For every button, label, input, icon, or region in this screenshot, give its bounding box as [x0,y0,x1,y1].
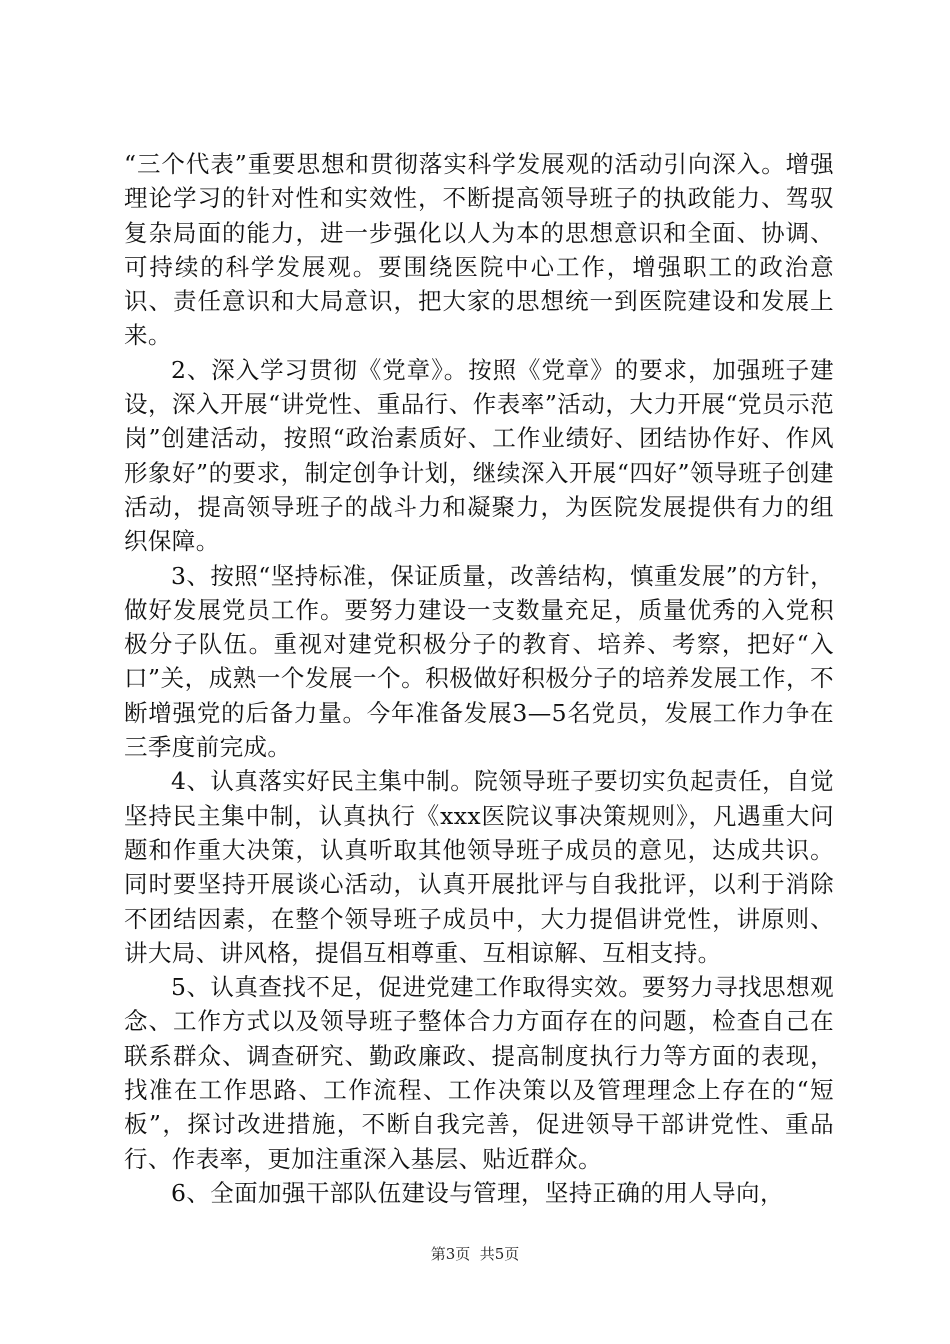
paragraph-item-3: 3、按照“坚持标准，保证质量，改善结构，慎重发展”的方针，做好发展党员工作。要努力建设一支数量充足，质量优秀的入党积极分子队伍。重视对建党积极分子的教育、培养、考察，把好“入口”关，成熟一个发展一个。积极做好积极分子的培养发展工作，不断增强党的后备力量。今年准备发展3—5名党员，发展工作力争在三季度前完成。 [124,561,834,762]
paragraph-item-2: 2、深入学习贯彻《党章》。按照《党章》的要求，加强班子建设，深入开展“讲党性、重品行、作表率”活动，大力开展“党员示范岗”创建活动，按照“政治素质好、工作业绩好、团结协作好、作风形象好”的要求，制定创争计划，继续深入开展“四好”领导班子创建活动，提高领导班子的战斗力和凝聚力，为医院发展提供有力的组织保障。 [124,355,834,556]
paragraph-item-5: 5、认真查找不足，促进党建工作取得实效。要努力寻找思想观念、工作方式以及领导班子整体合力方面存在的问题，检查自己在联系群众、调查研究、勤政廉政、提高制度执行力等方面的表现，找准在工作思路、工作流程、工作决策以及管理理念上存在的“短板”，探讨改进措施，不断自我完善，促进领导干部讲党性、重品行、作表率，更加注重深入基层、贴近群众。 [124,973,834,1173]
paragraph-item-4: 4、认真落实好民主集中制。院领导班子要切实负起责任，自觉坚持民主集中制，认真执行《xxx医院议事决策规则》，凡遇重大问题和作重大决策，认真听取其他领导班子成员的意见，达成共识。同时要坚持开展谈心活动，认真开展批评与自我批评，以利于消除不团结因素，在整个领导班子成员中，大力提倡讲党性，讲原则、讲大局、讲风格，提倡互相尊重、互相谅解、互相支持。 [124,767,834,967]
paragraph-item-6: 6、全面加强干部队伍建设与管理，坚持正确的用人导向， [171,1178,784,1207]
document-body [124,147,834,1210]
page-number-footer: 第3页 共5页 [430,1245,520,1263]
paragraph-continuation: “三个代表”重要思想和贯彻落实科学发展观的活动引向深入。增强理论学习的针对性和实效性，不断提高领导班子的执政能力、驾驭复杂局面的能力，进一步强化以人为本的思想意识和全面、协调、可持续的科学发展观。要围绕医院中心工作，增强职工的政治意识、责任意识和大局意识，把大家的思想统一到医院建设和发展上来。 [124,150,834,350]
